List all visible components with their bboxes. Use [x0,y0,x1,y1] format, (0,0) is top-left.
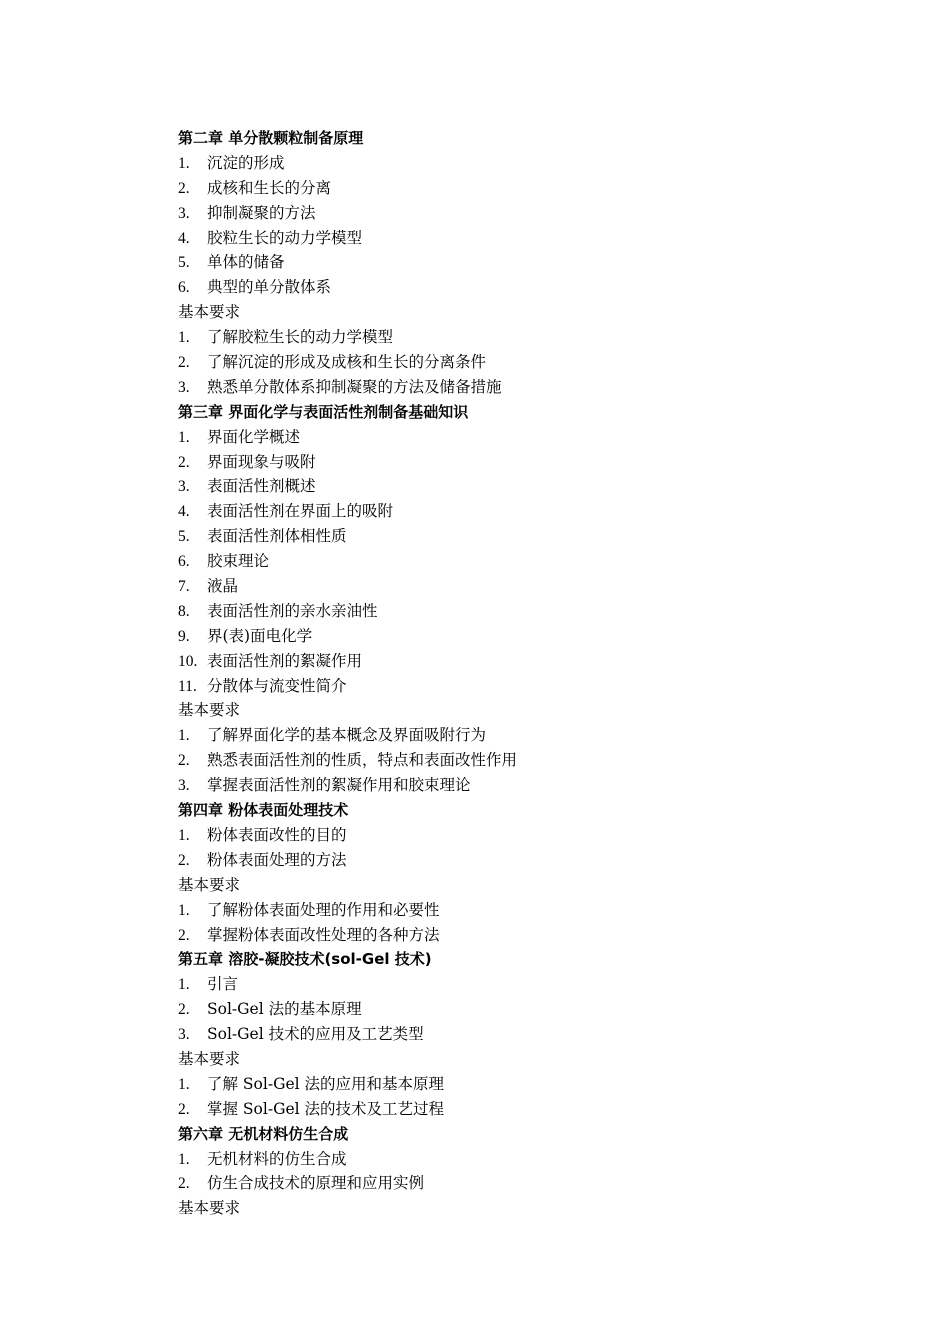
list-item [178,972,878,997]
chapter-title: 第五章 溶胶-凝胶技术(sol-Gel 技术) [178,950,432,969]
item-number: 7. [178,578,190,596]
item-text: 熟悉表面活性剂的性质，特点和表面改性作用 [207,751,518,770]
item-text: Sol-Gel 技术的应用及工艺类型 [207,1025,424,1044]
item-text: 掌握粉体表面改性处理的各种方法 [207,925,440,944]
list-item [178,848,878,873]
item-text: 无机材料的仿生合成 [207,1149,347,1168]
item-text: 分散体与流变性简介 [207,676,347,695]
item-text: 粉体表面处理的方法 [207,850,347,869]
list-item [178,549,878,574]
chapter-title: 第二章 单分散颗粒制备原理 [178,129,364,147]
chapter-title: 第四章 粉体表面处理技术 [178,801,349,820]
item-text: 胶粒生长的动力学模型 [207,228,363,247]
requirement-item [178,898,878,923]
list-item [178,674,878,699]
item-number: 11. [178,677,197,695]
item-number: 3. [178,378,190,396]
list-item [178,997,878,1022]
requirement-item [178,1097,878,1122]
requirements-label: 基本要求 [178,1199,241,1218]
list-item [178,649,878,674]
item-number: 2. [178,1001,190,1019]
requirement-item [178,923,878,948]
item-number: 1. [178,976,190,994]
item-text: 成核和生长的分离 [207,178,332,197]
requirements-label: 基本要求 [178,701,241,720]
item-text: 了解界面化学的基本概念及界面吸附行为 [207,726,487,745]
item-number: 2. [178,179,190,197]
item-text: 了解粉体表面处理的作用和必要性 [207,900,440,919]
list-item [178,250,878,275]
item-number: 2. [178,1175,190,1193]
list-item [178,499,878,524]
chapter-title: 第六章 无机材料仿生合成 [178,1124,349,1143]
item-number: 8. [178,602,190,620]
item-number: 2. [178,453,190,471]
item-text: 了解胶粒生长的动力学模型 [207,328,394,347]
list-item [178,176,878,201]
item-number: 1. [178,1150,190,1168]
requirements-label: 基本要求 [178,875,241,894]
list-item [178,524,878,549]
item-number: 2. [178,752,190,770]
list-item [178,201,878,226]
list-item [178,624,878,649]
chapter-title: 第三章 界面化学与表面活性剂制备基础知识 [178,402,469,421]
item-number: 6. [178,553,190,571]
item-text: 表面活性剂在界面上的吸附 [207,502,394,521]
item-text: 引言 [207,975,239,994]
item-text: 表面活性剂体相性质 [207,527,347,546]
item-text: 表面活性剂的絮凝作用 [207,651,363,670]
item-text: 典型的单分散体系 [207,278,332,297]
item-text: 界面现象与吸附 [207,452,316,471]
requirements-label: 基本要求 [178,303,241,322]
item-text: 沉淀的形成 [207,153,285,172]
item-text: 熟悉单分散体系抑制凝聚的方法及储备措施 [207,377,502,396]
requirement-item [178,723,878,748]
list-item [178,474,878,499]
item-text: 粉体表面改性的目的 [207,825,347,844]
item-number: 9. [178,627,190,645]
list-item [178,1147,878,1172]
item-text: 液晶 [207,577,239,596]
list-item [178,599,878,624]
item-text: 了解沉淀的形成及成核和生长的分离条件 [207,353,487,372]
item-number: 4. [178,229,190,247]
item-text: 了解 Sol-Gel 法的应用和基本原理 [207,1074,445,1093]
list-item [178,275,878,300]
item-text: 界(表)面电化学 [207,626,313,645]
requirement-item [178,1072,878,1097]
item-number: 3. [178,478,190,496]
item-number: 2. [178,1100,190,1118]
item-number: 4. [178,503,190,521]
requirement-item [178,773,878,798]
item-number: 1. [178,727,190,745]
item-number: 10. [178,652,198,670]
list-item [178,1022,878,1047]
item-number: 1. [178,329,190,347]
item-number: 5. [178,254,190,272]
item-number: 1. [178,428,190,446]
requirements-label: 基本要求 [178,1049,241,1068]
list-item [178,151,878,176]
item-number: 2. [178,354,190,372]
item-number: 1. [178,1075,190,1093]
list-item [178,1171,878,1196]
item-text: 单体的储备 [207,253,285,272]
list-item [178,574,878,599]
list-item [178,425,878,450]
item-number: 3. [178,1026,190,1044]
list-item [178,823,878,848]
item-text: 表面活性剂概述 [207,477,316,496]
requirement-item [178,748,878,773]
item-text: 界面化学概述 [207,427,301,446]
item-number: 6. [178,279,190,297]
item-text: 掌握表面活性剂的絮凝作用和胶束理论 [207,776,471,795]
document-page [178,126,878,1221]
item-number: 2. [178,851,190,869]
requirement-item [178,375,878,400]
item-number: 5. [178,528,190,546]
list-item [178,226,878,251]
item-text: 胶束理论 [207,552,270,571]
item-number: 1. [178,901,190,919]
list-item [178,450,878,475]
item-text: 表面活性剂的亲水亲油性 [207,601,378,620]
item-number: 3. [178,204,190,222]
item-number: 3. [178,777,190,795]
item-number: 1. [178,826,190,844]
item-text: 抑制凝聚的方法 [207,203,316,222]
item-text: 掌握 Sol-Gel 法的技术及工艺过程 [207,1099,445,1118]
item-text: Sol-Gel 法的基本原理 [207,1000,362,1019]
item-number: 1. [178,154,190,172]
requirement-item [178,325,878,350]
item-number: 2. [178,926,190,944]
item-text: 仿生合成技术的原理和应用实例 [207,1174,425,1193]
requirement-item [178,350,878,375]
